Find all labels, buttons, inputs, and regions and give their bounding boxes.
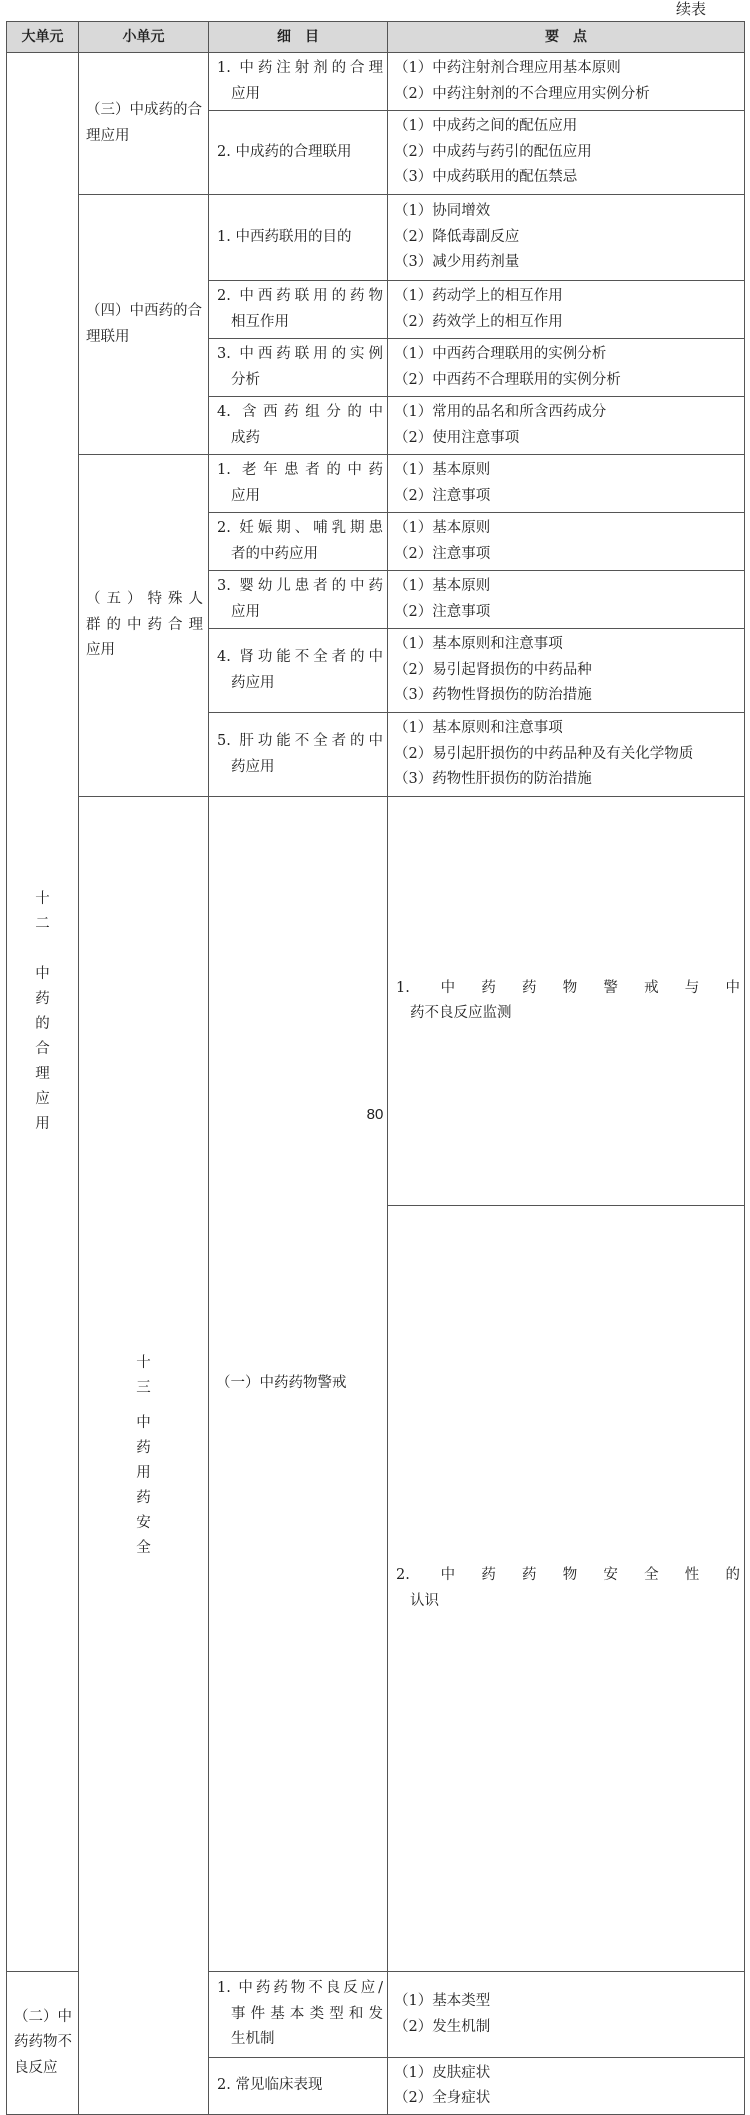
- table-row: [7, 195, 745, 281]
- sub-unit: （四）中西药的合理联用: [79, 195, 209, 455]
- key-points-cell: （1）基本类型 （2）发生机制: [388, 1972, 745, 2058]
- sub-unit: （二）中药药物不良反应: [7, 1972, 79, 2115]
- key-points-cell: （1）基本原则 （2）注意事项: [388, 513, 745, 571]
- major-unit-12: 十 二 中 药 的 合 理 应 用: [7, 53, 79, 1972]
- detail-cell: 2. 中成药的合理联用: [209, 111, 388, 195]
- continued-label: 续表: [675, 0, 706, 18]
- header-key-points: 要 点: [388, 22, 745, 53]
- key-points-cell: （1）药动学上的相互作用 （2）药效学上的相互作用: [388, 281, 745, 339]
- key-points-cell: （1）中西药合理联用的实例分析 （2）中西药不合理联用的实例分析: [388, 339, 745, 397]
- detail-cell: 1. 中药药物不良反应/ 事件基本类型和发 生机制: [209, 1972, 388, 2058]
- sub-unit: （五）特殊人 群的中药合理 应用: [79, 455, 209, 797]
- detail-cell: 5. 肝功能不全者的中 药应用: [209, 713, 388, 797]
- header-sub-unit: 小单元: [79, 22, 209, 53]
- detail-cell: 2. 妊娠期、哺乳期患 者的中药应用: [209, 513, 388, 571]
- detail-cell: 2. 常见临床表现: [209, 2058, 388, 2115]
- header-detail: 细 目: [209, 22, 388, 53]
- detail-cell: 4. 肾功能不全者的中 药应用: [209, 629, 388, 713]
- key-points-cell: （1）基本原则 （2）注意事项: [388, 455, 745, 513]
- key-points-cell: （1）基本原则和注意事项 （2）易引起肾损伤的中药品种 （3）药物性肾损伤的防治措施: [388, 629, 745, 713]
- header-row: [7, 22, 745, 53]
- key-points-cell: （1）协同增效 （2）降低毒副反应 （3）减少用药剂量: [388, 195, 745, 281]
- sub-unit: （一）中药药物警戒: [209, 797, 388, 1972]
- key-points-cell: （1）皮肤症状 （2）全身症状: [388, 2058, 745, 2115]
- key-points-cell: （1）中成药之间的配伍应用 （2）中成药与药引的配伍应用 （3）中成药联用的配伍禁忌: [388, 111, 745, 195]
- header-major-unit: 大单元: [7, 22, 79, 53]
- detail-cell: 3. 中西药联用的实例 分析: [209, 339, 388, 397]
- table-body: [7, 53, 745, 2115]
- key-points-cell: （1）中药注射剂合理应用基本原则 （2）中药注射剂的不合理应用实例分析: [388, 53, 745, 111]
- key-points-cell: （1）常用的品名和所含西药成分 （2）使用注意事项: [388, 397, 745, 455]
- major-unit-13: 十 三 中 药 用 药 安 全: [79, 797, 209, 2115]
- key-points-cell: （1）基本原则 （2）注意事项: [388, 571, 745, 629]
- table-row: [7, 797, 745, 1206]
- detail-cell: 4. 含西药组分的中 成药: [209, 397, 388, 455]
- detail-cell: 1. 中药注射剂的合理 应用: [209, 53, 388, 111]
- detail-cell: 1. 中西药联用的目的: [209, 195, 388, 281]
- page-number: 80: [366, 1106, 384, 1123]
- table-row: [7, 455, 745, 513]
- detail-cell: 2. 中药药物安全性的 认识: [388, 1206, 745, 1972]
- detail-cell: 3. 婴幼儿患者的中药 应用: [209, 571, 388, 629]
- detail-cell: 1. 中药药物警戒与中 药不良反应监测: [388, 797, 745, 1206]
- table-row: [7, 53, 745, 111]
- detail-cell: 2. 中西药联用的药物 相互作用: [209, 281, 388, 339]
- detail-cell: 1. 老年患者的中药 应用: [209, 455, 388, 513]
- key-points-cell: （1）基本原则和注意事项 （2）易引起肝损伤的中药品种及有关化学物质 （3）药物性肝损伤的防治措施: [388, 713, 745, 797]
- sub-unit: （三）中成药的合理应用: [79, 53, 209, 195]
- syllabus-table: [6, 21, 745, 2115]
